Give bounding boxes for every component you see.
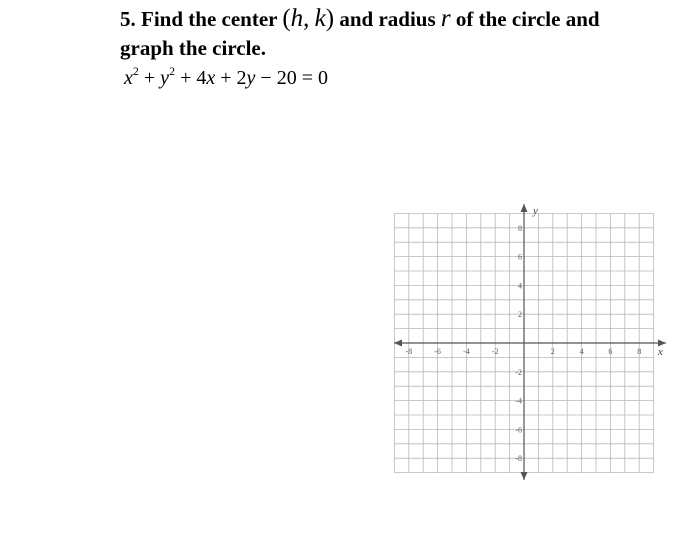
comma: ,: [303, 5, 310, 32]
x-tick-label: -6: [434, 347, 441, 356]
eq-coef-4: 4: [196, 67, 207, 89]
eq-y-exponent: 2: [169, 64, 176, 78]
eq-minus: −: [260, 67, 272, 89]
x-axis-label: x: [658, 346, 663, 358]
coordinate-plane: [388, 200, 678, 485]
eq-constant: 20: [276, 67, 297, 89]
x-tick-label: 8: [637, 347, 642, 356]
problem-number: 5.: [120, 7, 136, 31]
problem-statement: [120, 4, 680, 91]
y-tick-label: -6: [515, 425, 522, 435]
eq-y-linear: y: [246, 67, 256, 89]
problem-text-c: of the circle and: [455, 7, 600, 31]
y-axis-arrow-up: [521, 204, 528, 212]
y-tick-label: 6: [518, 252, 522, 262]
eq-plus-1: +: [143, 67, 156, 89]
x-tick-label: -8: [405, 347, 413, 356]
eq-coef-2: 2: [236, 67, 247, 89]
eq-x: x: [124, 67, 133, 89]
y-tick-label: -2: [515, 367, 522, 377]
y-axis-arrow-down: [521, 472, 528, 480]
eq-equals: =: [301, 67, 313, 89]
x-tick-label: 2: [550, 347, 555, 356]
problem-text-b: and radius: [339, 7, 436, 31]
eq-plus-2: +: [180, 67, 192, 89]
eq-y: y: [160, 67, 170, 89]
eq-x-linear: x: [206, 67, 216, 89]
x-tick-label: -4: [463, 347, 470, 356]
y-tick-label: -4: [515, 396, 522, 406]
coordinate-grid-svg: [388, 200, 678, 485]
x-axis-arrow-left: [394, 340, 402, 347]
x-tick-label: 4: [579, 347, 584, 356]
y-tick-label: 2: [518, 310, 522, 320]
problem-text-a: Find the center: [141, 7, 278, 31]
x-tick-label: 6: [608, 347, 613, 356]
y-tick-label: -8: [515, 454, 522, 464]
eq-x-exponent: 2: [132, 64, 139, 78]
close-paren: ): [325, 5, 335, 32]
axes: [394, 204, 666, 480]
eq-rhs: 0: [317, 67, 328, 89]
var-h: h: [290, 5, 304, 32]
x-tick-label: -2: [491, 347, 499, 356]
eq-plus-3: +: [220, 67, 232, 89]
open-paren: (: [282, 5, 291, 32]
var-r: r: [440, 5, 451, 32]
y-tick-label: 8: [518, 223, 522, 233]
y-tick-label: 4: [518, 281, 522, 291]
problem-line-1: [120, 4, 680, 34]
var-k: k: [314, 5, 326, 32]
circle-equation: [124, 65, 680, 91]
y-axis-label: y: [533, 205, 538, 217]
problem-line-2: graph the circle.: [120, 36, 266, 60]
